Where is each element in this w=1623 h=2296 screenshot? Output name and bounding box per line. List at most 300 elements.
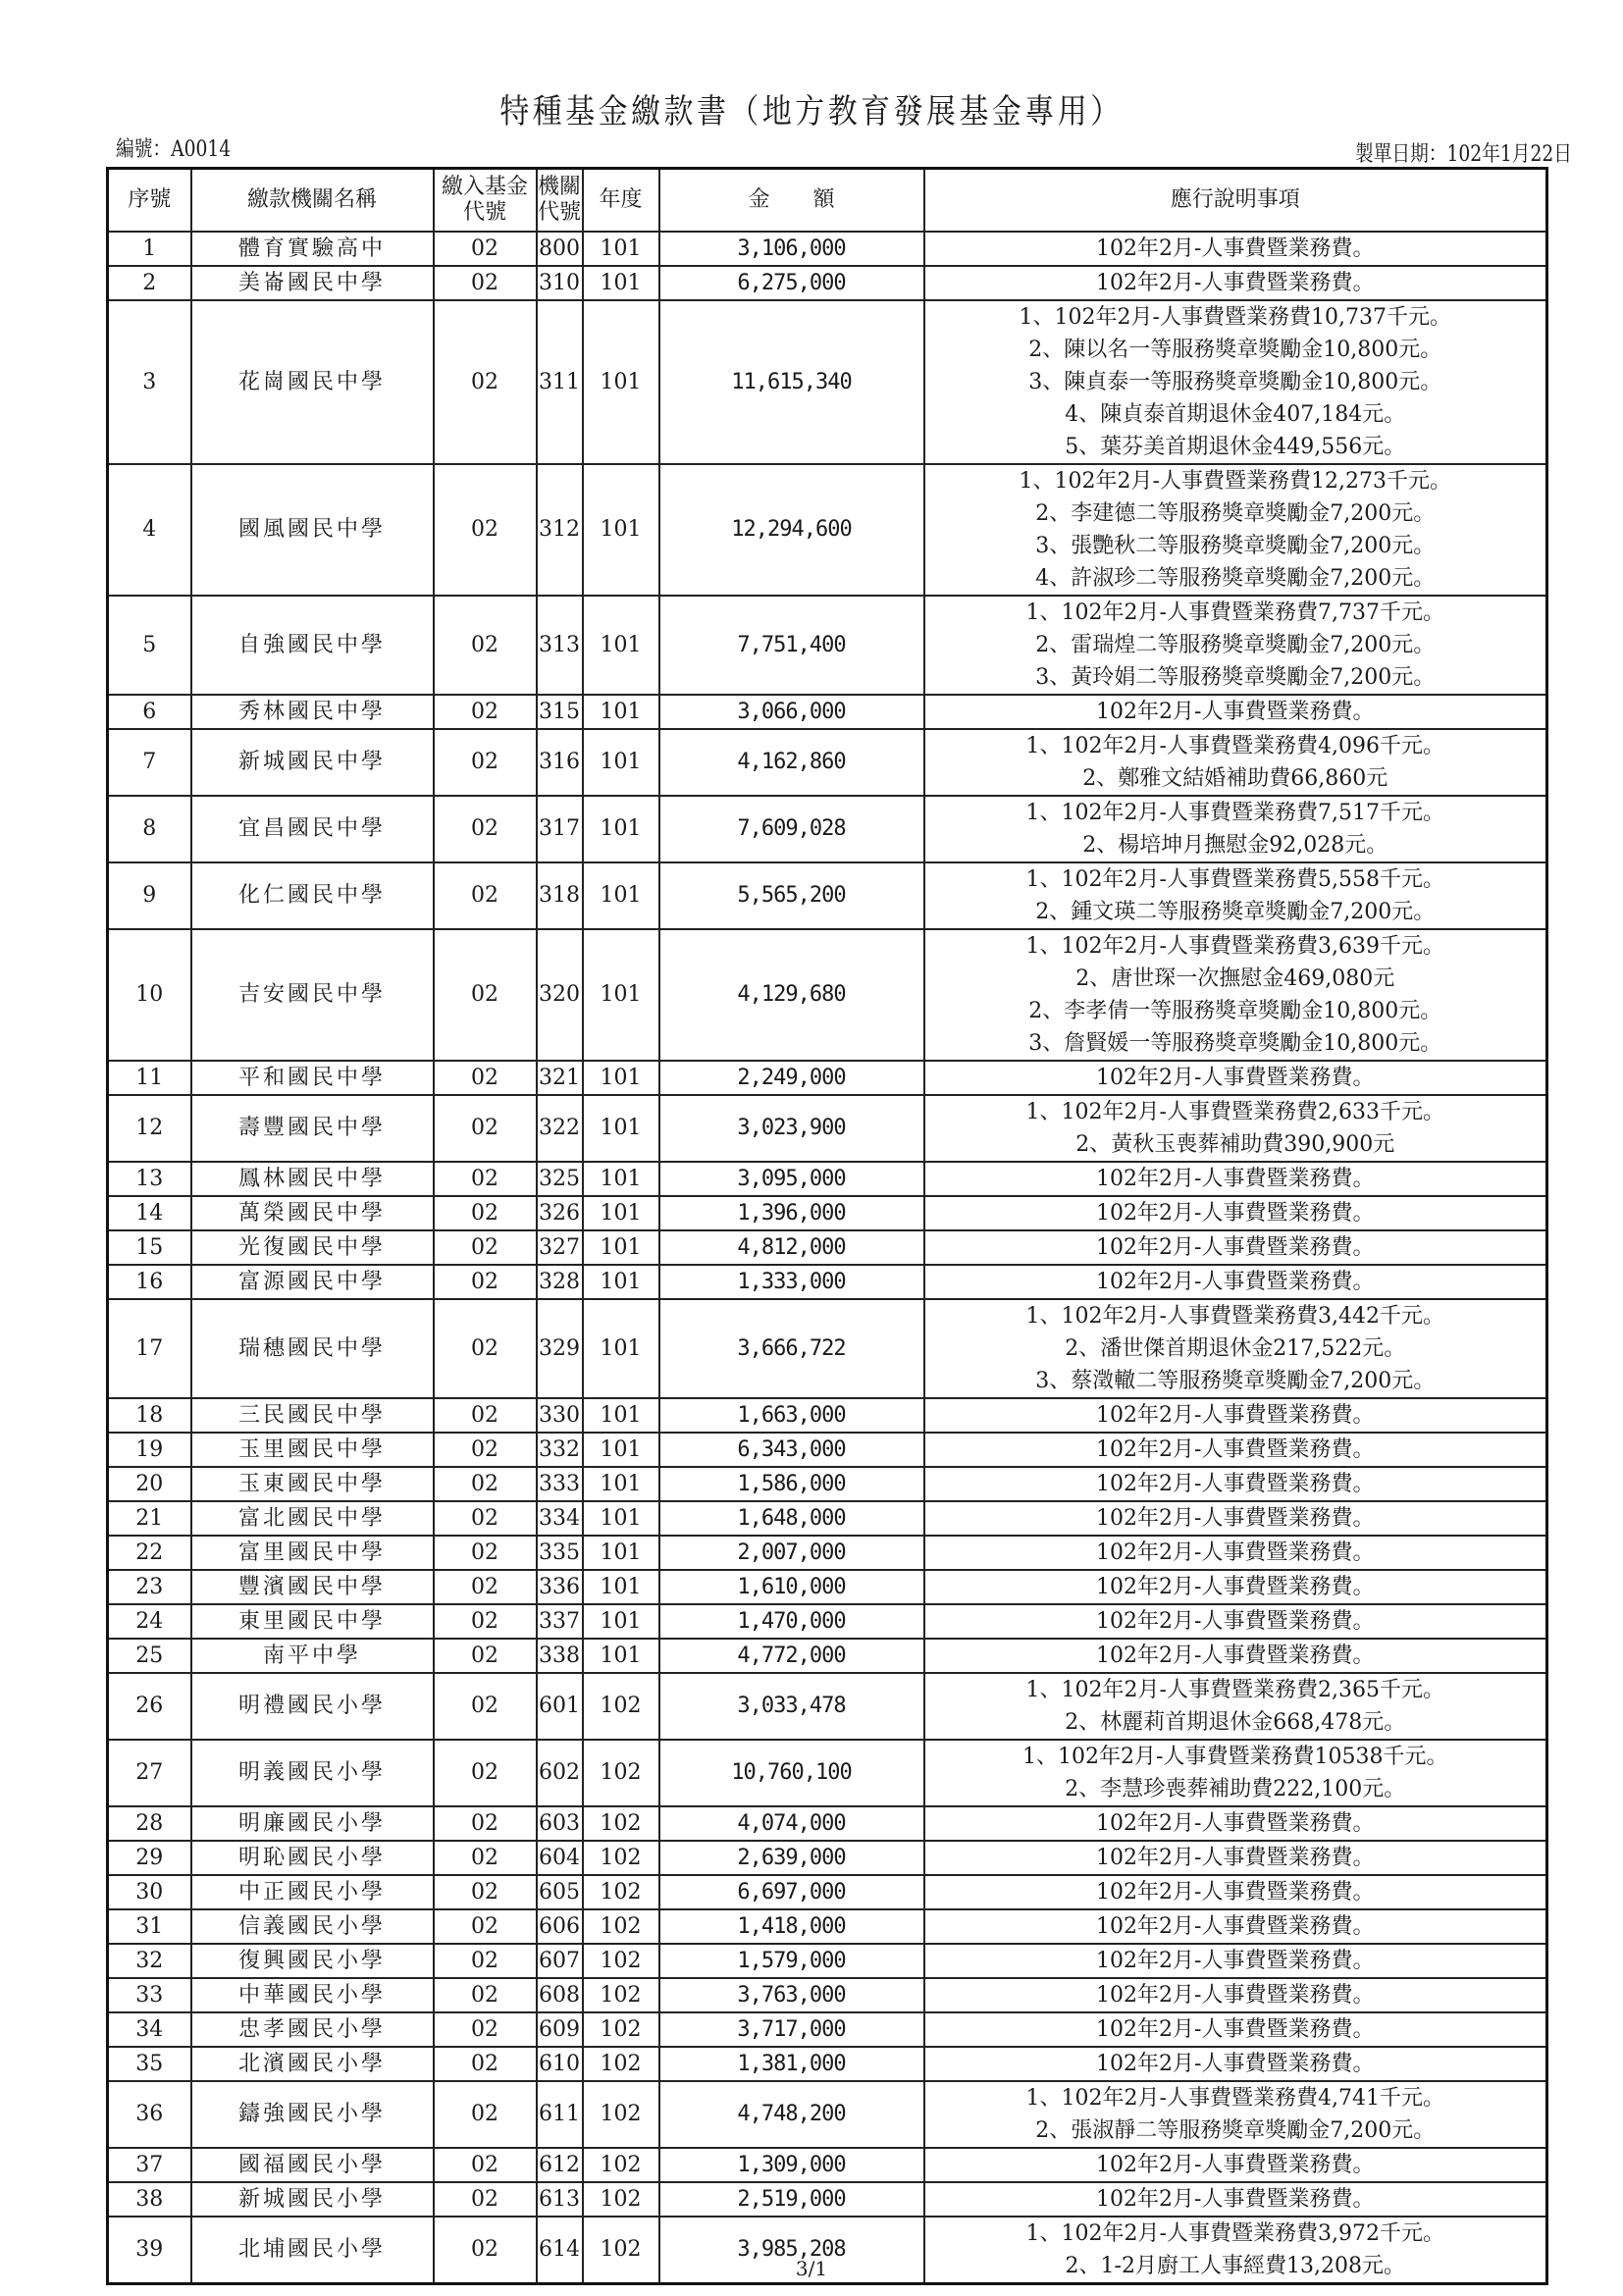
table-row <box>108 1299 1547 1398</box>
page-indicator: 3/1 <box>795 2257 828 2280</box>
cell-fund-code: 02 <box>434 2081 537 2148</box>
cell-org-code: 606 <box>537 1909 583 1944</box>
cell-fund-code: 02 <box>434 1806 537 1841</box>
table-row <box>108 1061 1547 1095</box>
cell-amount: 7,609,028 <box>659 796 924 862</box>
table-row <box>108 729 1547 796</box>
cell-org-code: 337 <box>537 1604 583 1639</box>
cell-year: 101 <box>583 796 659 862</box>
cell-amount: 3,095,000 <box>659 1162 924 1196</box>
cell-org-name: 新城國民小學 <box>191 2182 434 2217</box>
cell-year: 101 <box>583 862 659 929</box>
cell-year: 101 <box>583 1604 659 1639</box>
cell-amount: 7,751,400 <box>659 596 924 695</box>
cell-fund-code: 02 <box>434 1095 537 1162</box>
cell-notes <box>924 1604 1547 1639</box>
note-line: 102年2月-人事費暨業務費。 <box>1096 1270 1375 1294</box>
cell-amount: 6,275,000 <box>659 266 924 300</box>
cell-org-name: 忠孝國民小學 <box>191 2012 434 2047</box>
cell-amount: 3,106,000 <box>659 232 924 266</box>
cell-seq: 18 <box>108 1398 191 1433</box>
note-line: 102年2月-人事費暨業務費。 <box>1096 1403 1375 1428</box>
cell-amount: 3,023,900 <box>659 1095 924 1162</box>
cell-amount: 2,639,000 <box>659 1841 924 1875</box>
cell-year: 101 <box>583 1639 659 1673</box>
cell-amount: 12,294,600 <box>659 464 924 596</box>
cell-org-code: 608 <box>537 1978 583 2012</box>
cell-notes <box>924 2012 1547 2047</box>
note-line: 1、102年2月-人事費暨業務費10538千元。 <box>1022 1745 1448 1769</box>
cell-fund-code: 02 <box>434 796 537 862</box>
cell-year: 101 <box>583 1230 659 1265</box>
cell-fund-code: 02 <box>434 2148 537 2182</box>
cell-fund-code: 02 <box>434 266 537 300</box>
cell-fund-code: 02 <box>434 232 537 266</box>
header-notes: 應行說明事項 <box>924 169 1547 233</box>
cell-amount: 1,418,000 <box>659 1909 924 1944</box>
table-row <box>108 2081 1547 2148</box>
table-row <box>108 1944 1547 1978</box>
cell-org-name: 光復國民中學 <box>191 1230 434 1265</box>
cell-org-name: 國福國民小學 <box>191 2148 434 2182</box>
cell-org-name: 北埔國民小學 <box>191 2217 434 2284</box>
cell-org-code: 316 <box>537 729 583 796</box>
cell-fund-code: 02 <box>434 1398 537 1433</box>
table-row <box>108 2148 1547 2182</box>
cell-amount: 4,812,000 <box>659 1230 924 1265</box>
cell-notes <box>924 1095 1547 1162</box>
cell-amount: 2,249,000 <box>659 1061 924 1095</box>
note-line: 102年2月-人事費暨業務費。 <box>1096 1914 1375 1939</box>
table-row <box>108 266 1547 300</box>
note-line: 102年2月-人事費暨業務費。 <box>1096 1506 1375 1531</box>
cell-seq: 3 <box>108 300 191 464</box>
cell-fund-code: 02 <box>434 1673 537 1740</box>
cell-org-code: 322 <box>537 1095 583 1162</box>
cell-fund-code: 02 <box>434 1978 537 2012</box>
note-line: 2、黃秋玉喪葬補助費390,900元 <box>1075 1132 1395 1157</box>
cell-year: 101 <box>583 1061 659 1095</box>
cell-fund-code: 02 <box>434 1230 537 1265</box>
cell-notes <box>924 1909 1547 1944</box>
cell-year: 102 <box>583 2047 659 2081</box>
cell-org-name: 豐濱國民中學 <box>191 1570 434 1604</box>
cell-org-name: 鳳林國民中學 <box>191 1162 434 1196</box>
cell-seq: 32 <box>108 1944 191 1978</box>
cell-org-name: 信義國民小學 <box>191 1909 434 1944</box>
table-row <box>108 1230 1547 1265</box>
note-line: 1、102年2月-人事費暨業務費3,442千元。 <box>1025 1304 1444 1329</box>
cell-org-code: 336 <box>537 1570 583 1604</box>
cell-org-code: 326 <box>537 1196 583 1230</box>
note-line: 102年2月-人事費暨業務費。 <box>1096 2017 1375 2042</box>
cell-year: 102 <box>583 1841 659 1875</box>
table-row <box>108 1095 1547 1162</box>
cell-fund-code: 02 <box>434 2047 537 2081</box>
payment-table <box>106 167 1548 2285</box>
note-line: 1、102年2月-人事費暨業務費3,972千元。 <box>1025 2221 1444 2246</box>
cell-year: 101 <box>583 695 659 729</box>
note-line: 3、詹賢媛一等服務獎章獎勵金10,800元。 <box>1028 1031 1442 1056</box>
cell-notes <box>924 1196 1547 1230</box>
cell-org-code: 318 <box>537 862 583 929</box>
note-line: 102年2月-人事費暨業務費。 <box>1096 1575 1375 1599</box>
cell-org-code: 610 <box>537 2047 583 2081</box>
cell-amount: 4,129,680 <box>659 929 924 1061</box>
cell-org-name: 花崗國民中學 <box>191 300 434 464</box>
note-line: 2、李建德二等服務獎章獎勵金7,200元。 <box>1035 501 1436 526</box>
cell-seq: 7 <box>108 729 191 796</box>
cell-amount: 2,007,000 <box>659 1536 924 1570</box>
document-date: 製單日期：102年1月22日 <box>1355 142 1572 167</box>
cell-fund-code: 02 <box>434 1740 537 1806</box>
cell-seq: 9 <box>108 862 191 929</box>
cell-notes <box>924 695 1547 729</box>
cell-notes <box>924 1061 1547 1095</box>
cell-seq: 26 <box>108 1673 191 1740</box>
cell-year: 101 <box>583 1265 659 1299</box>
cell-amount: 4,074,000 <box>659 1806 924 1841</box>
table-row <box>108 929 1547 1061</box>
note-line: 102年2月-人事費暨業務費。 <box>1096 1811 1375 1836</box>
cell-org-code: 320 <box>537 929 583 1061</box>
cell-org-name: 新城國民中學 <box>191 729 434 796</box>
cell-org-name: 化仁國民中學 <box>191 862 434 929</box>
cell-amount: 6,343,000 <box>659 1433 924 1467</box>
note-line: 5、葉芬美首期退休金449,556元。 <box>1065 435 1406 459</box>
cell-amount: 1,381,000 <box>659 2047 924 2081</box>
note-line: 1、102年2月-人事費暨業務費7,517千元。 <box>1025 801 1444 825</box>
cell-notes <box>924 1841 1547 1875</box>
cell-year: 101 <box>583 596 659 695</box>
cell-amount: 1,648,000 <box>659 1501 924 1536</box>
note-line: 1、102年2月-人事費暨業務費12,273千元。 <box>1019 469 1451 494</box>
cell-seq: 12 <box>108 1095 191 1162</box>
cell-seq: 15 <box>108 1230 191 1265</box>
cell-fund-code: 02 <box>434 1433 537 1467</box>
note-line: 1、102年2月-人事費暨業務費10,737千元。 <box>1019 305 1451 330</box>
table-row <box>108 1265 1547 1299</box>
cell-seq: 20 <box>108 1467 191 1501</box>
table-row <box>108 300 1547 464</box>
cell-amount: 3,763,000 <box>659 1978 924 2012</box>
cell-org-code: 800 <box>537 232 583 266</box>
cell-org-code: 612 <box>537 2148 583 2182</box>
note-line: 2、雷瑞煌二等服務獎章獎勵金7,200元。 <box>1035 633 1436 657</box>
header-org-code: 機關代號 <box>537 169 583 233</box>
cell-fund-code: 02 <box>434 1944 537 1978</box>
cell-org-name: 北濱國民小學 <box>191 2047 434 2081</box>
cell-fund-code: 02 <box>434 695 537 729</box>
table-row <box>108 1433 1547 1467</box>
cell-seq: 17 <box>108 1299 191 1398</box>
note-line: 1、102年2月-人事費暨業務費3,639千元。 <box>1025 934 1444 959</box>
cell-org-name: 宜昌國民中學 <box>191 796 434 862</box>
cell-fund-code: 02 <box>434 1570 537 1604</box>
table-row <box>108 596 1547 695</box>
cell-org-code: 312 <box>537 464 583 596</box>
cell-notes <box>924 1740 1547 1806</box>
cell-seq: 2 <box>108 266 191 300</box>
note-line: 2、張淑靜二等服務獎章獎勵金7,200元。 <box>1035 2118 1436 2143</box>
cell-org-name: 玉東國民中學 <box>191 1467 434 1501</box>
cell-notes <box>924 464 1547 596</box>
table-row <box>108 1909 1547 1944</box>
cell-amount: 1,333,000 <box>659 1265 924 1299</box>
cell-fund-code: 02 <box>434 300 537 464</box>
cell-org-name: 壽豐國民中學 <box>191 1095 434 1162</box>
cell-year: 102 <box>583 2148 659 2182</box>
table-row <box>108 1673 1547 1740</box>
note-line: 1、102年2月-人事費暨業務費5,558千元。 <box>1025 867 1444 892</box>
cell-org-name: 富里國民中學 <box>191 1536 434 1570</box>
cell-org-name: 吉安國民中學 <box>191 929 434 1061</box>
cell-org-code: 313 <box>537 596 583 695</box>
cell-org-name: 中華國民小學 <box>191 1978 434 2012</box>
cell-seq: 24 <box>108 1604 191 1639</box>
note-line: 2、鄭雅文結婚補助費66,860元 <box>1082 766 1388 791</box>
cell-year: 102 <box>583 2081 659 2148</box>
cell-seq: 5 <box>108 596 191 695</box>
table-row <box>108 1398 1547 1433</box>
cell-notes <box>924 729 1547 796</box>
note-line: 102年2月-人事費暨業務費。 <box>1096 2052 1375 2076</box>
cell-amount: 3,985,208 <box>659 2217 924 2284</box>
note-line: 3、張艷秋二等服務獎章獎勵金7,200元。 <box>1035 534 1436 558</box>
table-row <box>108 232 1547 266</box>
cell-notes <box>924 596 1547 695</box>
cell-seq: 38 <box>108 2182 191 2217</box>
cell-fund-code: 02 <box>434 1162 537 1196</box>
cell-amount: 1,470,000 <box>659 1604 924 1639</box>
cell-year: 101 <box>583 300 659 464</box>
table-row <box>108 464 1547 596</box>
cell-org-name: 玉里國民中學 <box>191 1433 434 1467</box>
cell-org-code: 609 <box>537 2012 583 2047</box>
cell-org-code: 333 <box>537 1467 583 1501</box>
note-line: 102年2月-人事費暨業務費。 <box>1096 236 1375 261</box>
header-year: 年度 <box>583 169 659 233</box>
cell-org-code: 607 <box>537 1944 583 1978</box>
cell-fund-code: 02 <box>434 1501 537 1536</box>
table-row <box>108 1875 1547 1909</box>
note-line: 102年2月-人事費暨業務費。 <box>1096 2187 1375 2212</box>
cell-org-name: 國風國民中學 <box>191 464 434 596</box>
table-row <box>108 1501 1547 1536</box>
cell-notes <box>924 300 1547 464</box>
note-line: 1、102年2月-人事費暨業務費4,096千元。 <box>1025 734 1444 758</box>
cell-year: 102 <box>583 2182 659 2217</box>
cell-amount: 3,717,000 <box>659 2012 924 2047</box>
cell-org-code: 611 <box>537 2081 583 2148</box>
cell-notes <box>924 862 1547 929</box>
cell-org-code: 315 <box>537 695 583 729</box>
cell-fund-code: 02 <box>434 1265 537 1299</box>
cell-notes <box>924 1978 1547 2012</box>
cell-notes <box>924 929 1547 1061</box>
table-row <box>108 1570 1547 1604</box>
cell-notes <box>924 1433 1547 1467</box>
cell-seq: 1 <box>108 232 191 266</box>
cell-org-name: 鑄強國民小學 <box>191 2081 434 2148</box>
cell-notes <box>924 1536 1547 1570</box>
cell-org-name: 復興國民小學 <box>191 1944 434 1978</box>
note-line: 102年2月-人事費暨業務費。 <box>1096 1609 1375 1634</box>
note-line: 1、102年2月-人事費暨業務費7,737千元。 <box>1025 600 1444 625</box>
cell-org-code: 605 <box>537 1875 583 1909</box>
cell-seq: 29 <box>108 1841 191 1875</box>
cell-year: 102 <box>583 1978 659 2012</box>
note-line: 102年2月-人事費暨業務費。 <box>1096 1437 1375 1462</box>
note-line: 3、蔡澂轍二等服務獎章獎勵金7,200元。 <box>1035 1369 1436 1393</box>
cell-org-name: 體育實驗高中 <box>191 232 434 266</box>
cell-org-code: 328 <box>537 1265 583 1299</box>
cell-notes <box>924 1673 1547 1740</box>
cell-org-name: 瑞穗國民中學 <box>191 1299 434 1398</box>
cell-seq: 35 <box>108 2047 191 2081</box>
cell-org-code: 329 <box>537 1299 583 1398</box>
cell-year: 102 <box>583 1909 659 1944</box>
document-number: 編號：A0014 <box>116 137 232 162</box>
cell-year: 101 <box>583 464 659 596</box>
cell-year: 101 <box>583 1095 659 1162</box>
cell-year: 101 <box>583 1570 659 1604</box>
cell-notes <box>924 2148 1547 2182</box>
document-title: 特種基金繳款書（地方教育發展基金專用） <box>499 92 1124 131</box>
cell-org-name: 富源國民中學 <box>191 1265 434 1299</box>
cell-amount: 2,519,000 <box>659 2182 924 2217</box>
cell-seq: 30 <box>108 1875 191 1909</box>
cell-org-name: 三民國民中學 <box>191 1398 434 1433</box>
cell-notes <box>924 1398 1547 1433</box>
table-row <box>108 1978 1547 2012</box>
cell-seq: 25 <box>108 1639 191 1673</box>
cell-notes <box>924 1806 1547 1841</box>
cell-amount: 5,565,200 <box>659 862 924 929</box>
cell-year: 101 <box>583 1299 659 1398</box>
cell-amount: 6,697,000 <box>659 1875 924 1909</box>
cell-fund-code: 02 <box>434 729 537 796</box>
note-line: 2、李孝倩一等服務獎章獎勵金10,800元。 <box>1028 999 1442 1023</box>
table-row <box>108 2012 1547 2047</box>
cell-year: 102 <box>583 1806 659 1841</box>
cell-seq: 27 <box>108 1740 191 1806</box>
note-line: 1、102年2月-人事費暨業務費2,365千元。 <box>1025 1678 1444 1702</box>
cell-seq: 37 <box>108 2148 191 2182</box>
cell-year: 101 <box>583 1536 659 1570</box>
note-line: 1、102年2月-人事費暨業務費2,633千元。 <box>1025 1100 1444 1124</box>
note-line: 2、林麗莉首期退休金668,478元。 <box>1065 1710 1406 1735</box>
cell-amount: 1,309,000 <box>659 2148 924 2182</box>
table-header-row <box>108 169 1547 233</box>
cell-org-name: 富北國民中學 <box>191 1501 434 1536</box>
note-line: 102年2月-人事費暨業務費。 <box>1096 271 1375 295</box>
cell-org-name: 明義國民小學 <box>191 1740 434 1806</box>
cell-org-code: 613 <box>537 2182 583 2217</box>
cell-org-name: 東里國民中學 <box>191 1604 434 1639</box>
cell-year: 102 <box>583 2012 659 2047</box>
cell-org-name: 明廉國民小學 <box>191 1806 434 1841</box>
cell-org-name: 平和國民中學 <box>191 1061 434 1095</box>
note-line: 102年2月-人事費暨業務費。 <box>1096 700 1375 724</box>
note-line: 2、1-2月廚工人事經費13,208元。 <box>1065 2254 1405 2278</box>
cell-amount: 4,162,860 <box>659 729 924 796</box>
table-row <box>108 1467 1547 1501</box>
header-fund-code: 繳入基金代號 <box>434 169 537 233</box>
cell-amount: 1,396,000 <box>659 1196 924 1230</box>
cell-seq: 23 <box>108 1570 191 1604</box>
cell-amount: 3,033,478 <box>659 1673 924 1740</box>
note-line: 4、陳貞泰首期退休金407,184元。 <box>1065 402 1406 427</box>
cell-org-code: 334 <box>537 1501 583 1536</box>
note-line: 102年2月-人事費暨業務費。 <box>1096 1066 1375 1090</box>
cell-amount: 4,772,000 <box>659 1639 924 1673</box>
cell-amount: 10,760,100 <box>659 1740 924 1806</box>
cell-org-code: 330 <box>537 1398 583 1433</box>
cell-fund-code: 02 <box>434 929 537 1061</box>
cell-notes <box>924 1944 1547 1978</box>
cell-year: 101 <box>583 1433 659 1467</box>
cell-year: 101 <box>583 232 659 266</box>
cell-year: 101 <box>583 929 659 1061</box>
cell-fund-code: 02 <box>434 1604 537 1639</box>
cell-seq: 34 <box>108 2012 191 2047</box>
note-line: 2、陳以名一等服務獎章獎勵金10,800元。 <box>1028 338 1442 362</box>
cell-fund-code: 02 <box>434 596 537 695</box>
cell-fund-code: 02 <box>434 862 537 929</box>
cell-year: 102 <box>583 1875 659 1909</box>
cell-fund-code: 02 <box>434 2182 537 2217</box>
cell-org-code: 311 <box>537 300 583 464</box>
cell-org-name: 美崙國民中學 <box>191 266 434 300</box>
cell-year: 102 <box>583 1944 659 1978</box>
note-line: 102年2月-人事費暨業務費。 <box>1096 1472 1375 1496</box>
cell-year: 101 <box>583 1501 659 1536</box>
note-line: 102年2月-人事費暨業務費。 <box>1096 1983 1375 2008</box>
cell-org-code: 310 <box>537 266 583 300</box>
cell-seq: 22 <box>108 1536 191 1570</box>
cell-year: 101 <box>583 266 659 300</box>
cell-notes <box>924 1570 1547 1604</box>
note-line: 102年2月-人事費暨業務費。 <box>1096 1201 1375 1226</box>
cell-amount: 1,586,000 <box>659 1467 924 1501</box>
note-line: 102年2月-人事費暨業務費。 <box>1096 1846 1375 1870</box>
table-row <box>108 2182 1547 2217</box>
cell-amount: 3,066,000 <box>659 695 924 729</box>
note-line: 102年2月-人事費暨業務費。 <box>1096 1167 1375 1191</box>
cell-seq: 13 <box>108 1162 191 1196</box>
cell-org-name: 秀林國民中學 <box>191 695 434 729</box>
cell-org-code: 601 <box>537 1673 583 1740</box>
cell-notes <box>924 796 1547 862</box>
cell-org-name: 明禮國民小學 <box>191 1673 434 1740</box>
cell-fund-code: 02 <box>434 1909 537 1944</box>
cell-notes <box>924 1162 1547 1196</box>
cell-org-code: 602 <box>537 1740 583 1806</box>
cell-seq: 11 <box>108 1061 191 1095</box>
cell-fund-code: 02 <box>434 1467 537 1501</box>
cell-amount: 1,610,000 <box>659 1570 924 1604</box>
cell-org-code: 317 <box>537 796 583 862</box>
header-seq: 序號 <box>108 169 191 233</box>
cell-org-code: 604 <box>537 1841 583 1875</box>
cell-year: 101 <box>583 1196 659 1230</box>
table-row <box>108 796 1547 862</box>
cell-fund-code: 02 <box>434 1196 537 1230</box>
cell-fund-code: 02 <box>434 1536 537 1570</box>
cell-org-name: 南平中學 <box>191 1639 434 1673</box>
note-line: 102年2月-人事費暨業務費。 <box>1096 1644 1375 1668</box>
